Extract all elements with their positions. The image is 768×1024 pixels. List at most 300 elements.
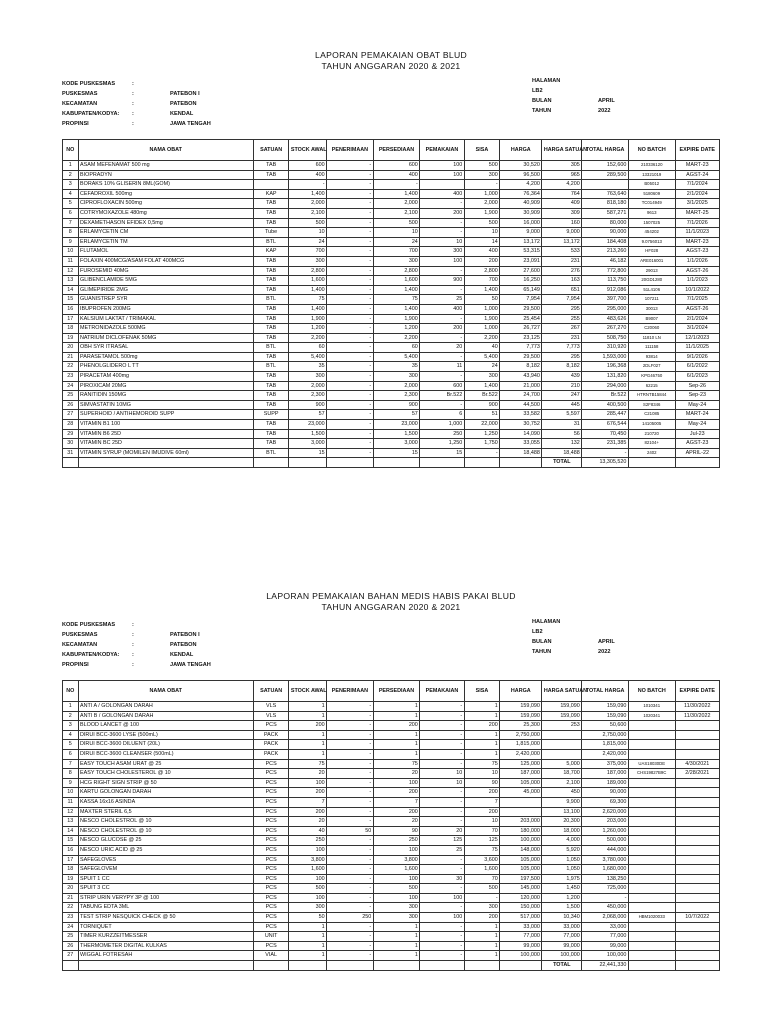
table-cell: 7 bbox=[464, 797, 500, 807]
table-cell: 444,000 bbox=[582, 845, 629, 855]
table-cell: TAB bbox=[253, 381, 289, 391]
table-cell: EASY TOUCH CHOLESTEROL @ 10 bbox=[78, 769, 253, 779]
table-cell bbox=[542, 740, 582, 750]
table-cell: 20 bbox=[63, 343, 79, 353]
table-cell: VLS bbox=[253, 702, 289, 712]
table-cell bbox=[675, 855, 719, 865]
report-subtitle: TAHUN ANGGARAN 2020 & 2021 bbox=[321, 61, 461, 71]
table-cell: 1,900 bbox=[464, 208, 500, 218]
table-cell bbox=[628, 749, 675, 759]
table-cell bbox=[675, 721, 719, 731]
table-cell: - bbox=[327, 845, 374, 855]
meta-label: TAHUN bbox=[532, 649, 552, 655]
table-cell: BTL bbox=[253, 295, 289, 305]
table-cell: 1 bbox=[373, 740, 420, 750]
column-header: NO bbox=[63, 681, 79, 702]
table-row bbox=[63, 276, 720, 286]
table-cell: - bbox=[420, 817, 464, 827]
table-cell: 105,000 bbox=[500, 778, 542, 788]
table-cell: 4 bbox=[63, 189, 79, 199]
table-cell: 764 bbox=[542, 189, 582, 199]
table-cell: APRIL-22 bbox=[675, 448, 719, 458]
table-row bbox=[63, 448, 720, 458]
table-cell: 31 bbox=[63, 448, 79, 458]
table-cell: 2/1/2024 bbox=[675, 314, 719, 324]
table-cell: 725,000 bbox=[582, 884, 629, 894]
table-row bbox=[63, 400, 720, 410]
table-cell: PCS bbox=[253, 893, 289, 903]
table-cell: 10/1/2022 bbox=[675, 285, 719, 295]
table-cell bbox=[675, 893, 719, 903]
table-cell: 19 bbox=[63, 333, 79, 343]
table-cell: 30,909 bbox=[500, 208, 542, 218]
table-cell: 4,000 bbox=[542, 836, 582, 846]
table-cell: 100 bbox=[373, 893, 420, 903]
meta-colon: : bbox=[132, 81, 134, 87]
table-cell: 1 bbox=[464, 749, 500, 759]
table-cell: PCS bbox=[253, 884, 289, 894]
table-row bbox=[63, 788, 720, 798]
table-cell: 3,800 bbox=[289, 855, 327, 865]
table-cell: TAB bbox=[253, 429, 289, 439]
table-cell: PCS bbox=[253, 845, 289, 855]
table-cell: Sep-26 bbox=[675, 381, 719, 391]
table-cell: 200 bbox=[373, 788, 420, 798]
table-cell: 2,750,000 bbox=[582, 730, 629, 740]
table-cell: SPUIT 3 CC bbox=[78, 884, 253, 894]
table-cell: 7 bbox=[289, 797, 327, 807]
table-cell: May-24 bbox=[675, 420, 719, 430]
table-cell: - bbox=[420, 922, 464, 932]
meta-right-row bbox=[532, 76, 722, 86]
table-cell: DIRUI BCC-3600 DILUENT (20L) bbox=[78, 740, 253, 750]
table-cell: 14,090 bbox=[500, 429, 542, 439]
total-label: TOTAL bbox=[542, 961, 582, 971]
table-cell: 20 bbox=[420, 826, 464, 836]
table-cell: TIMER KURZZEITMESSER bbox=[78, 932, 253, 942]
table-cell: 200 bbox=[289, 807, 327, 817]
table-cell: ANTI A / GOLONGAN DARAH bbox=[78, 702, 253, 712]
table-row bbox=[63, 932, 720, 942]
table-cell: - bbox=[420, 702, 464, 712]
table-cell: 159,090 bbox=[582, 711, 629, 721]
table-cell: 16,250 bbox=[500, 276, 542, 286]
total-row bbox=[63, 458, 720, 468]
table-cell: TAB bbox=[253, 161, 289, 171]
table-cell: WIGGAL FOTRESAH bbox=[78, 951, 253, 961]
column-header: STOCK AWAL bbox=[289, 140, 327, 161]
table-cell: 11 bbox=[420, 362, 464, 372]
table-cell: 3/1/2025 bbox=[675, 199, 719, 209]
table-cell: 285,447 bbox=[582, 410, 629, 420]
table-row bbox=[63, 161, 720, 171]
meta-label: KODE PUSKESMAS bbox=[62, 81, 116, 87]
table-cell: - bbox=[327, 893, 374, 903]
table-cell: - bbox=[327, 208, 374, 218]
table-cell: TAB bbox=[253, 439, 289, 449]
column-header: HARGA SATUAN bbox=[542, 681, 582, 702]
meta-label: KECAMATAN bbox=[62, 101, 98, 107]
table-cell: SPUIT 1 CC bbox=[78, 874, 253, 884]
table-row bbox=[63, 903, 720, 913]
table-cell: 1020341 bbox=[628, 711, 675, 721]
table-cell bbox=[675, 826, 719, 836]
table-cell bbox=[628, 865, 675, 875]
table-cell: 35 bbox=[373, 362, 420, 372]
table-cell: BORAKS 10% GLISERIN 8ML(GOM) bbox=[78, 180, 253, 190]
table-cell: - bbox=[327, 218, 374, 228]
table-cell: 24 bbox=[373, 237, 420, 247]
table-cell: - bbox=[420, 865, 464, 875]
table-cell bbox=[289, 961, 327, 971]
table-row bbox=[63, 372, 720, 382]
table-cell: 9,000 bbox=[500, 228, 542, 238]
table-cell bbox=[628, 797, 675, 807]
table-cell: 900 bbox=[373, 400, 420, 410]
table-cell: 200 bbox=[464, 913, 500, 923]
table-row bbox=[63, 845, 720, 855]
table-row bbox=[63, 730, 720, 740]
meta-value: 2022 bbox=[598, 649, 611, 655]
table-cell: 25,300 bbox=[500, 721, 542, 731]
table-row bbox=[63, 711, 720, 721]
table-cell: 20GD1280 bbox=[628, 276, 675, 286]
table-cell: 8,182 bbox=[542, 362, 582, 372]
table-cell: FLUTAMOL bbox=[78, 247, 253, 257]
table-cell: 305 bbox=[542, 161, 582, 171]
header-row bbox=[63, 140, 720, 161]
table-cell bbox=[628, 721, 675, 731]
table-cell bbox=[675, 836, 719, 846]
table-cell: 231 bbox=[542, 256, 582, 266]
table-cell: TAB bbox=[253, 420, 289, 430]
table-cell: 29013 bbox=[628, 266, 675, 276]
report-bmhp bbox=[62, 591, 720, 971]
table-cell: 13 bbox=[63, 817, 79, 827]
table-cell: PCS bbox=[253, 903, 289, 913]
table-cell: NESCO CHOLESTROL @ 10 bbox=[78, 817, 253, 827]
table-cell: Br.522 bbox=[582, 391, 629, 401]
table-cell: 1 bbox=[464, 951, 500, 961]
table-cell: - bbox=[420, 788, 464, 798]
table-row bbox=[63, 865, 720, 875]
table-cell: 6 bbox=[63, 208, 79, 218]
table-cell: 253 bbox=[542, 721, 582, 731]
meta-label: PUSKESMAS bbox=[62, 91, 98, 97]
table-cell: 1,500 bbox=[542, 903, 582, 913]
table-cell: 100 bbox=[420, 161, 464, 171]
meta-colon: : bbox=[132, 111, 134, 117]
table-cell: 2,800 bbox=[373, 266, 420, 276]
table-cell: 30 bbox=[420, 874, 464, 884]
table-cell: 2,620,000 bbox=[582, 807, 629, 817]
table-cell: VIAL bbox=[253, 951, 289, 961]
table-cell: 99,000 bbox=[582, 941, 629, 951]
table-cell: 15 bbox=[420, 448, 464, 458]
table-cell: 10/7/2022 bbox=[675, 913, 719, 923]
table-cell: NATRIUM DICLOFENAK 50MG bbox=[78, 333, 253, 343]
table-cell: 9,000 bbox=[542, 228, 582, 238]
table-cell: FOLAXIN 400MCG/ASAM FOLAT 400MCG bbox=[78, 256, 253, 266]
table-cell: 300 bbox=[373, 372, 420, 382]
meta-colon: : bbox=[132, 121, 134, 127]
table-cell: 28 bbox=[63, 420, 79, 430]
table-cell: 210336120 bbox=[628, 161, 675, 171]
table-cell: 10 bbox=[420, 769, 464, 779]
table-cell: CEFADROXIL 500mg bbox=[78, 189, 253, 199]
meta-left-row bbox=[62, 640, 362, 650]
table-cell: 300 bbox=[289, 256, 327, 266]
table-cell: 100 bbox=[420, 893, 464, 903]
table-cell bbox=[628, 922, 675, 932]
table-cell: 100 bbox=[373, 874, 420, 884]
table-cell: 397,700 bbox=[582, 295, 629, 305]
table-cell: 4,200 bbox=[542, 180, 582, 190]
table-cell: 1 bbox=[289, 951, 327, 961]
table-cell: 1 bbox=[464, 740, 500, 750]
table-cell: 1 bbox=[464, 922, 500, 932]
table-cell: 43,940 bbox=[500, 372, 542, 382]
table-cell: - bbox=[327, 807, 374, 817]
table-cell: PIROXICAM 20MG bbox=[78, 381, 253, 391]
table-cell: NESCO URIC ACID @ 25 bbox=[78, 845, 253, 855]
table-cell: 1,900 bbox=[289, 314, 327, 324]
table-cell: 1010341 bbox=[628, 702, 675, 712]
table-cell bbox=[500, 797, 542, 807]
table-cell: 21 bbox=[63, 893, 79, 903]
table-cell: 24,700 bbox=[500, 391, 542, 401]
table-cell bbox=[500, 807, 542, 817]
table-cell: 200 bbox=[373, 807, 420, 817]
table-cell: 772,800 bbox=[582, 266, 629, 276]
table-cell: 1,450 bbox=[542, 884, 582, 894]
table-cell: - bbox=[420, 721, 464, 731]
table-cell: 1,600 bbox=[289, 276, 327, 286]
table-cell: - bbox=[327, 237, 374, 247]
table-cell: TC014949 bbox=[628, 199, 675, 209]
table-cell: OBH SYR ITRASAL bbox=[78, 343, 253, 353]
table-row bbox=[63, 769, 720, 779]
meta-value: PATEBON I bbox=[170, 632, 200, 638]
table-cell: 1,000 bbox=[464, 304, 500, 314]
table-cell: 125,000 bbox=[500, 759, 542, 769]
report-title: LAPORAN PEMAKAIAN BAHAN MEDIS HABIS PAKAI BLUD bbox=[266, 591, 516, 601]
table-cell: 600 bbox=[420, 381, 464, 391]
table-cell: 11/1/2025 bbox=[675, 343, 719, 353]
table-cell: 1,600 bbox=[373, 276, 420, 286]
table-cell: - bbox=[420, 218, 464, 228]
meta-left-row bbox=[62, 79, 362, 89]
table-cell: 965 bbox=[542, 170, 582, 180]
table-cell: 22 bbox=[63, 903, 79, 913]
table-cell: - bbox=[420, 749, 464, 759]
table-cell: 10 bbox=[420, 237, 464, 247]
column-header: NO BATCH bbox=[628, 681, 675, 702]
table-cell: 2,000 bbox=[373, 199, 420, 209]
meta-value: KENDAL bbox=[170, 652, 194, 658]
table-cell: 18 bbox=[63, 324, 79, 334]
table-cell: 295,000 bbox=[582, 304, 629, 314]
table-cell: 10 bbox=[464, 817, 500, 827]
table-cell: 75 bbox=[373, 295, 420, 305]
meta-right-row bbox=[532, 627, 722, 637]
table-cell: 517,000 bbox=[500, 913, 542, 923]
meta-label: BULAN bbox=[532, 98, 552, 104]
table-cell: TAB bbox=[253, 391, 289, 401]
table-cell: PCS bbox=[253, 826, 289, 836]
table-cell: 113,750 bbox=[582, 276, 629, 286]
table-cell: - bbox=[420, 855, 464, 865]
table-cell: 1 bbox=[373, 941, 420, 951]
table-cell: 20 bbox=[63, 884, 79, 894]
table-cell: GUANISTREP SYR bbox=[78, 295, 253, 305]
table-cell: TABUNG EDTA 3ML bbox=[78, 903, 253, 913]
table-cell: 1 bbox=[373, 922, 420, 932]
table-cell: BTL bbox=[253, 237, 289, 247]
table-cell bbox=[628, 941, 675, 951]
table-cell bbox=[464, 458, 500, 468]
table-cell: 23,000 bbox=[373, 420, 420, 430]
table-cell: 1 bbox=[289, 740, 327, 750]
meta-label: PROPINSI bbox=[62, 121, 89, 127]
meta-right-row bbox=[532, 86, 722, 96]
table-cell: 213,260 bbox=[582, 247, 629, 257]
table-cell bbox=[500, 458, 542, 468]
table-cell: MART-24 bbox=[675, 410, 719, 420]
table-cell: 22 bbox=[63, 362, 79, 372]
table-cell: 138,250 bbox=[582, 874, 629, 884]
table-cell: 10 bbox=[289, 228, 327, 238]
table-cell: 160 bbox=[542, 218, 582, 228]
table-cell: 2,300 bbox=[373, 391, 420, 401]
table-cell: 5,400 bbox=[373, 352, 420, 362]
table-cell: 7/1/2025 bbox=[675, 295, 719, 305]
table-cell bbox=[675, 903, 719, 913]
table-cell: 10 bbox=[63, 247, 79, 257]
table-cell bbox=[582, 180, 629, 190]
table-cell: RANITIDIN 150MG bbox=[78, 391, 253, 401]
table-cell: NESCO CHOLESTROL @ 10 bbox=[78, 826, 253, 836]
table-cell: 1,200 bbox=[542, 893, 582, 903]
table-cell: STRIP URIN VERYPY 3P @ 100 bbox=[78, 893, 253, 903]
table-row bbox=[63, 740, 720, 750]
table-cell: 250 bbox=[289, 836, 327, 846]
table-cell: BLOOD LANCET @ 100 bbox=[78, 721, 253, 731]
table-cell bbox=[420, 180, 464, 190]
table-row bbox=[63, 941, 720, 951]
table-cell: TAB bbox=[253, 266, 289, 276]
table-cell: 10 bbox=[373, 228, 420, 238]
table-cell: 6 bbox=[63, 749, 79, 759]
table-cell: 5,400 bbox=[464, 352, 500, 362]
table-cell: 1,900 bbox=[464, 314, 500, 324]
table-row bbox=[63, 285, 720, 295]
table-cell: 600 bbox=[289, 161, 327, 171]
table-cell: 4,200 bbox=[500, 180, 542, 190]
table-cell: 18,700 bbox=[542, 769, 582, 779]
table-cell: 247 bbox=[542, 391, 582, 401]
meta-colon: : bbox=[132, 652, 134, 658]
table-cell: - bbox=[327, 932, 374, 942]
table-cell: 14105005 bbox=[628, 420, 675, 430]
table-cell: DEXAMETHASON EFIDEX 0,5mg bbox=[78, 218, 253, 228]
table-cell: 131,820 bbox=[582, 372, 629, 382]
meta-value: 2022 bbox=[598, 108, 611, 114]
table-cell: 250 bbox=[327, 913, 374, 923]
table-cell: 12/1/2023 bbox=[675, 333, 719, 343]
table-row bbox=[63, 836, 720, 846]
table-cell: - bbox=[327, 180, 374, 190]
table-cell: SAFEGLOVEM bbox=[78, 865, 253, 875]
table-cell: - bbox=[327, 903, 374, 913]
table-cell: 1 bbox=[373, 711, 420, 721]
table-cell: 40,909 bbox=[500, 199, 542, 209]
table-cell bbox=[675, 884, 719, 894]
table-cell: - bbox=[420, 352, 464, 362]
table-cell: S2F8346 bbox=[628, 400, 675, 410]
total-value: 22,441,330 bbox=[582, 961, 629, 971]
table-cell: 203,000 bbox=[582, 817, 629, 827]
table-cell: 1,000 bbox=[464, 189, 500, 199]
meta-left-row bbox=[62, 620, 362, 630]
table-cell: 1,600 bbox=[464, 865, 500, 875]
table-row bbox=[63, 208, 720, 218]
table-cell: 439 bbox=[542, 372, 582, 382]
table-cell: 1 bbox=[289, 702, 327, 712]
table-row bbox=[63, 807, 720, 817]
table-cell: 1,050 bbox=[542, 855, 582, 865]
table-cell: 295 bbox=[542, 352, 582, 362]
table-cell: 159,090 bbox=[500, 702, 542, 712]
report-meta bbox=[62, 79, 720, 139]
table-row bbox=[63, 797, 720, 807]
table-cell: 70 bbox=[464, 874, 500, 884]
table-cell bbox=[675, 797, 719, 807]
table-cell: 196,368 bbox=[582, 362, 629, 372]
table-cell: 2 bbox=[63, 711, 79, 721]
table-row bbox=[63, 874, 720, 884]
table-cell: 100 bbox=[420, 170, 464, 180]
meta-left-row bbox=[62, 660, 362, 670]
table-cell bbox=[628, 951, 675, 961]
meta-right-row bbox=[532, 617, 722, 627]
table-cell: PCS bbox=[253, 721, 289, 731]
table-cell: 1,900 bbox=[373, 314, 420, 324]
table-cell: 75 bbox=[289, 295, 327, 305]
table-cell: - bbox=[327, 448, 374, 458]
table-cell: 454202 bbox=[628, 228, 675, 238]
table-cell: HF028 bbox=[628, 247, 675, 257]
table-cell bbox=[628, 817, 675, 827]
table-cell: - bbox=[327, 410, 374, 420]
column-header: HARGA SATUAN bbox=[542, 140, 582, 161]
table-cell: 700 bbox=[373, 247, 420, 257]
table-cell: PCS bbox=[253, 817, 289, 827]
table-cell: - bbox=[420, 333, 464, 343]
table-cell: 27 bbox=[63, 951, 79, 961]
table-cell: - bbox=[327, 769, 374, 779]
table-cell: 200 bbox=[464, 788, 500, 798]
table-cell: 187,000 bbox=[582, 769, 629, 779]
table-cell: 100 bbox=[289, 845, 327, 855]
table-cell: HTRNTB15844 bbox=[628, 391, 675, 401]
table-cell: - bbox=[327, 439, 374, 449]
table-cell bbox=[675, 941, 719, 951]
table-row bbox=[63, 721, 720, 731]
table-row bbox=[63, 295, 720, 305]
table-cell: 3,800 bbox=[373, 855, 420, 865]
table-cell: NESCO GLUCOSE @ 25 bbox=[78, 836, 253, 846]
